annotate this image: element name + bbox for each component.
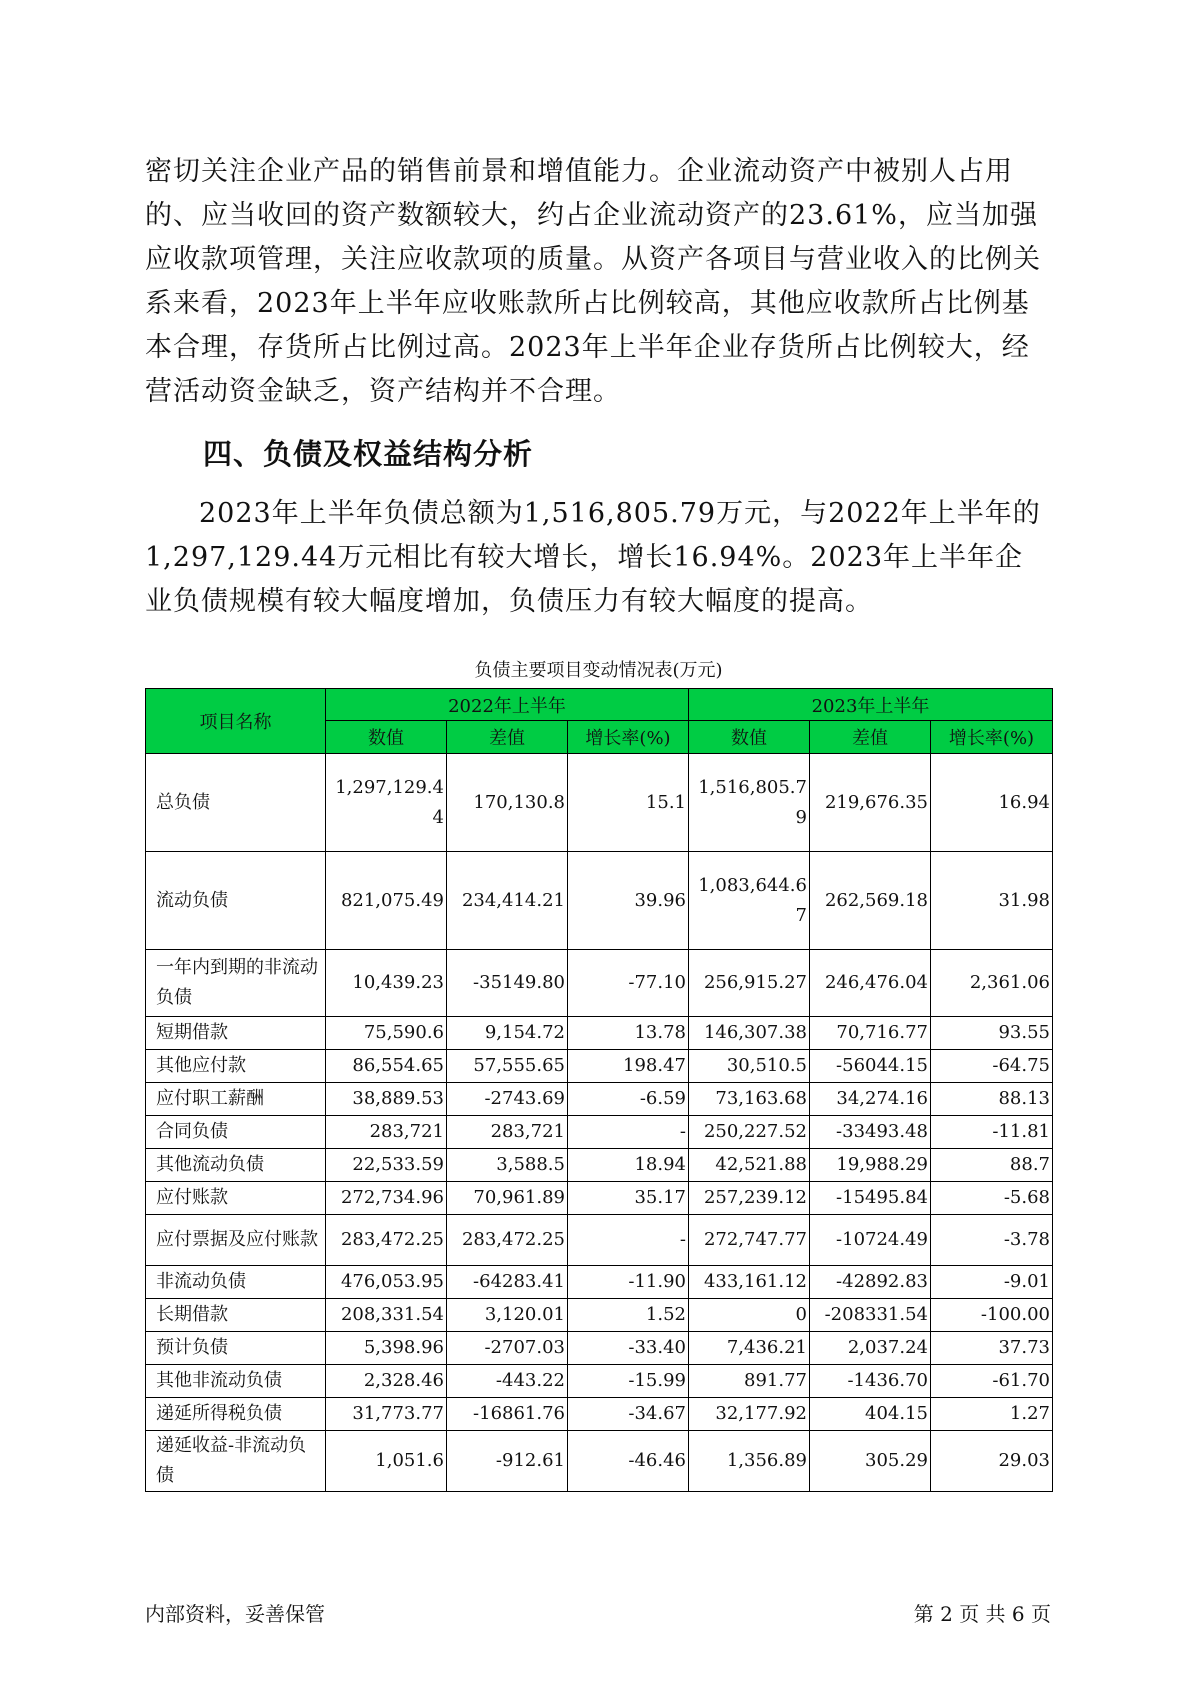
value-2022: 86,554.65	[326, 1050, 447, 1083]
header-diff-2023: 差值	[810, 721, 931, 754]
row-name: 递延收益-非流动负债	[146, 1431, 326, 1492]
diff-2023: 2,037.24	[810, 1332, 931, 1365]
header-value-2022: 数值	[326, 721, 447, 754]
growth-2023: 1.27	[931, 1398, 1053, 1431]
row-name: 其他应付款	[146, 1050, 326, 1083]
value-2022: 75,590.6	[326, 1017, 447, 1050]
diff-2022: 283,472.25	[447, 1215, 568, 1266]
value-2023: 1,516,805.79	[689, 754, 810, 852]
table-row	[146, 1182, 1053, 1215]
table-row	[146, 1365, 1053, 1398]
value-2023: 30,510.5	[689, 1050, 810, 1083]
diff-2023: 262,569.18	[810, 852, 931, 950]
diff-2022: -64283.41	[447, 1266, 568, 1299]
diff-2023: 246,476.04	[810, 950, 931, 1017]
row-name: 递延所得税负债	[146, 1398, 326, 1431]
table-row	[146, 1266, 1053, 1299]
table-row	[146, 1050, 1053, 1083]
value-2022: 283,472.25	[326, 1215, 447, 1266]
value-2022: 31,773.77	[326, 1398, 447, 1431]
growth-2022: 198.47	[568, 1050, 689, 1083]
growth-2023: 31.98	[931, 852, 1053, 950]
row-name: 短期借款	[146, 1017, 326, 1050]
growth-2022: -15.99	[568, 1365, 689, 1398]
growth-2023: -61.70	[931, 1365, 1053, 1398]
growth-2022: -11.90	[568, 1266, 689, 1299]
growth-2023: -9.01	[931, 1266, 1053, 1299]
diff-2022: 3,120.01	[447, 1299, 568, 1332]
row-name: 其他非流动负债	[146, 1365, 326, 1398]
table-row	[146, 852, 1053, 950]
value-2023: 0	[689, 1299, 810, 1332]
value-2023: 272,747.77	[689, 1215, 810, 1266]
diff-2023: 70,716.77	[810, 1017, 931, 1050]
diff-2023: 404.15	[810, 1398, 931, 1431]
row-name: 非流动负债	[146, 1266, 326, 1299]
row-name: 合同负债	[146, 1116, 326, 1149]
header-item-name: 项目名称	[146, 689, 326, 754]
growth-2022: -33.40	[568, 1332, 689, 1365]
growth-2022: 18.94	[568, 1149, 689, 1182]
growth-2022: -	[568, 1215, 689, 1266]
growth-2023: -5.68	[931, 1182, 1053, 1215]
value-2022: 821,075.49	[326, 852, 447, 950]
liability-table	[145, 688, 1053, 1492]
diff-2023: 34,274.16	[810, 1083, 931, 1116]
value-2023: 250,227.52	[689, 1116, 810, 1149]
diff-2022: -2707.03	[447, 1332, 568, 1365]
growth-2022: -77.10	[568, 950, 689, 1017]
diff-2022: -2743.69	[447, 1083, 568, 1116]
diff-2023: -42892.83	[810, 1266, 931, 1299]
table-row	[146, 1299, 1053, 1332]
diff-2023: -33493.48	[810, 1116, 931, 1149]
diff-2023: -56044.15	[810, 1050, 931, 1083]
diff-2023: 19,988.29	[810, 1149, 931, 1182]
header-growth-2022: 增长率(%)	[568, 721, 689, 754]
diff-2022: -443.22	[447, 1365, 568, 1398]
header-value-2023: 数值	[689, 721, 810, 754]
value-2022: 38,889.53	[326, 1083, 447, 1116]
value-2022: 272,734.96	[326, 1182, 447, 1215]
diff-2023: -15495.84	[810, 1182, 931, 1215]
growth-2023: 2,361.06	[931, 950, 1053, 1017]
row-name: 应付职工薪酬	[146, 1083, 326, 1116]
body-paragraph-1: 密切关注企业产品的销售前景和增值能力。企业流动资产中被别人占用的、应当收回的资产数额较大，约占企业流动资产的23.61%，应当加强应收款项管理，关注应收款项的质量。从资产各项目与营业收入的比例关系来看，2023年上半年应收账款所占比例较高，其他应收款所占比例基本合理，存货所占比例过高。2023年上半年企业存货所占比例较大，经营活动资金缺乏，资产结构并不合理。	[145, 156, 1041, 407]
row-name: 应付票据及应付账款	[146, 1215, 326, 1266]
row-name: 流动负债	[146, 852, 326, 950]
growth-2023: 88.7	[931, 1149, 1053, 1182]
table-row	[146, 754, 1053, 852]
diff-2023: -208331.54	[810, 1299, 931, 1332]
row-name: 应付账款	[146, 1182, 326, 1215]
header-growth-2023: 增长率(%)	[931, 721, 1053, 754]
row-name: 一年内到期的非流动负债	[146, 950, 326, 1017]
table-row	[146, 1017, 1053, 1050]
value-2023: 1,356.89	[689, 1431, 810, 1492]
header-period-2023: 2023年上半年	[689, 689, 1053, 721]
value-2022: 208,331.54	[326, 1299, 447, 1332]
growth-2023: 16.94	[931, 754, 1053, 852]
footer-confidential-note: 内部资料，妥善保管	[145, 1602, 325, 1626]
table-row	[146, 1332, 1053, 1365]
growth-2023: 29.03	[931, 1431, 1053, 1492]
value-2023: 73,163.68	[689, 1083, 810, 1116]
table-row	[146, 950, 1053, 1017]
diff-2022: 57,555.65	[447, 1050, 568, 1083]
diff-2022: -912.61	[447, 1431, 568, 1492]
value-2023: 891.77	[689, 1365, 810, 1398]
value-2022: 283,721	[326, 1116, 447, 1149]
growth-2022: -46.46	[568, 1431, 689, 1492]
diff-2022: -35149.80	[447, 950, 568, 1017]
diff-2022: -16861.76	[447, 1398, 568, 1431]
growth-2022: -34.67	[568, 1398, 689, 1431]
value-2023: 257,239.12	[689, 1182, 810, 1215]
row-name: 其他流动负债	[146, 1149, 326, 1182]
row-name: 预计负债	[146, 1332, 326, 1365]
value-2022: 10,439.23	[326, 950, 447, 1017]
growth-2022: 35.17	[568, 1182, 689, 1215]
growth-2023: -64.75	[931, 1050, 1053, 1083]
table-row	[146, 1116, 1053, 1149]
value-2022: 1,051.6	[326, 1431, 447, 1492]
value-2023: 32,177.92	[689, 1398, 810, 1431]
body-paragraph-2: 2023年上半年负债总额为1,516,805.79万元，与2022年上半年的1,297,129.44万元相比有较大增长，增长16.94%。2023年上半年企业负债规模有较大幅度增加，负债压力有较大幅度的提高。	[145, 498, 1041, 617]
value-2023: 256,915.27	[689, 950, 810, 1017]
growth-2022: -	[568, 1116, 689, 1149]
value-2022: 1,297,129.44	[326, 754, 447, 852]
diff-2022: 283,721	[447, 1116, 568, 1149]
diff-2022: 170,130.8	[447, 754, 568, 852]
growth-2023: -100.00	[931, 1299, 1053, 1332]
growth-2023: 88.13	[931, 1083, 1053, 1116]
table-row	[146, 1149, 1053, 1182]
value-2022: 22,533.59	[326, 1149, 447, 1182]
header-period-2022: 2022年上半年	[326, 689, 689, 721]
table-caption: 负债主要项目变动情况表(万元)	[474, 660, 723, 681]
growth-2022: -6.59	[568, 1083, 689, 1116]
growth-2023: 37.73	[931, 1332, 1053, 1365]
header-diff-2022: 差值	[447, 721, 568, 754]
table-row	[146, 1215, 1053, 1266]
diff-2022: 234,414.21	[447, 852, 568, 950]
footer-page-number: 第 2 页 共 6 页	[913, 1602, 1051, 1626]
growth-2023: 93.55	[931, 1017, 1053, 1050]
diff-2023: -1436.70	[810, 1365, 931, 1398]
diff-2023: -10724.49	[810, 1215, 931, 1266]
diff-2022: 9,154.72	[447, 1017, 568, 1050]
row-name: 长期借款	[146, 1299, 326, 1332]
growth-2023: -11.81	[931, 1116, 1053, 1149]
diff-2023: 219,676.35	[810, 754, 931, 852]
value-2023: 1,083,644.67	[689, 852, 810, 950]
value-2022: 476,053.95	[326, 1266, 447, 1299]
table-row	[146, 1083, 1053, 1116]
value-2023: 433,161.12	[689, 1266, 810, 1299]
table-row	[146, 1431, 1053, 1492]
value-2023: 42,521.88	[689, 1149, 810, 1182]
growth-2022: 13.78	[568, 1017, 689, 1050]
growth-2022: 15.1	[568, 754, 689, 852]
value-2023: 146,307.38	[689, 1017, 810, 1050]
table-row	[146, 1398, 1053, 1431]
growth-2022: 1.52	[568, 1299, 689, 1332]
section-heading: 四、负债及权益结构分析	[203, 437, 534, 471]
diff-2023: 305.29	[810, 1431, 931, 1492]
row-name: 总负债	[146, 754, 326, 852]
growth-2023: -3.78	[931, 1215, 1053, 1266]
value-2023: 7,436.21	[689, 1332, 810, 1365]
growth-2022: 39.96	[568, 852, 689, 950]
diff-2022: 3,588.5	[447, 1149, 568, 1182]
value-2022: 5,398.96	[326, 1332, 447, 1365]
value-2022: 2,328.46	[326, 1365, 447, 1398]
diff-2022: 70,961.89	[447, 1182, 568, 1215]
